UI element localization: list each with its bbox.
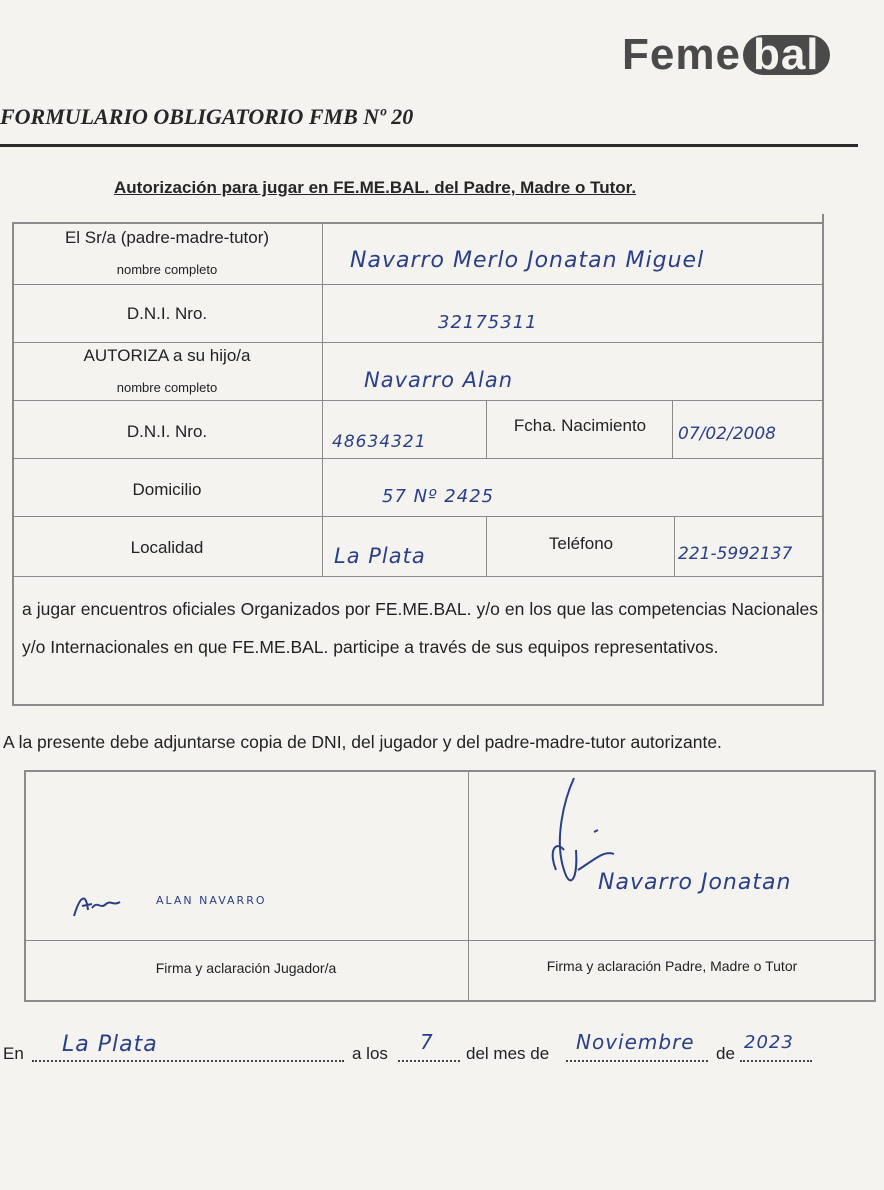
footer-day: 7 [420,1030,434,1054]
title-rule [0,144,858,147]
parent-dni-value: 32175311 [438,312,538,333]
footer-de-label: de [716,1044,735,1063]
address-value: 57 Nº 2425 [382,486,495,507]
player-clarification: ALAN NAVARRO [156,894,267,907]
phone-value: 221-5992137 [678,544,793,564]
footer-en-label: En [3,1044,24,1063]
child-dni-label: D.N.I. Nro. [126,422,208,441]
footer-place: La Plata [62,1032,158,1057]
phone-label: Teléfono [548,534,614,553]
birth-date-label: Fcha. Nacimiento [513,416,647,435]
locality-value: La Plata [334,544,426,568]
parent-label: El Sr/a (padre-madre-tutor) [64,228,270,247]
locality-label: Localidad [130,538,204,557]
form-title: FORMULARIO OBLIGATORIO FMB Nº 20 [0,104,414,129]
attachment-note: A la presente debe adjuntarse copia de DNI, del jugador y del padre-madre-tutor autorizante. [3,732,722,752]
logo-pill: bal [743,35,830,75]
femebal-logo [622,30,830,80]
child-sublabel: nombre completo [116,380,218,395]
address-label: Domicilio [132,480,202,499]
parent-name-value: Navarro Merlo Jonatan Miguel [350,248,705,273]
parent-sublabel: nombre completo [116,262,218,277]
footer-month: Noviembre [576,1030,695,1054]
authorization-paragraph: a jugar encuentros oficiales Organizados por FE.ME.BAL. y/o en los que las competencias Nacionales y/o Internacionales en que FE.ME.BAL. participe a través de sus equipos representativos. [22,599,818,657]
footer-year: 2023 [744,1032,794,1053]
day-dots [398,1060,460,1062]
child-dni-value: 48634321 [332,432,427,452]
parent-signature-label: Firma y aclaración Padre, Madre o Tutor [546,958,798,974]
parent-signature [534,770,634,920]
logo-text: Feme [622,30,741,79]
child-name-value: Navarro Alan [364,368,514,392]
month-dots [566,1060,708,1062]
parent-dni-label: D.N.I. Nro. [126,304,208,323]
child-label: AUTORIZA a su hijo/a [83,346,251,365]
birth-date-value: 07/02/2008 [678,424,776,444]
parent-clarification: Navarro Jonatan [598,870,792,895]
footer-a-los-label: a los [352,1044,388,1063]
year-dots [740,1060,812,1062]
signature-table [24,770,878,1002]
footer-mes-label: del mes de [466,1044,550,1063]
player-signature [70,886,130,926]
place-dots [32,1060,344,1062]
form-subtitle: Autorización para jugar en FE.ME.BAL. del Padre, Madre o Tutor. [114,178,637,197]
player-signature-label: Firma y aclaración Jugador/a [155,960,337,976]
